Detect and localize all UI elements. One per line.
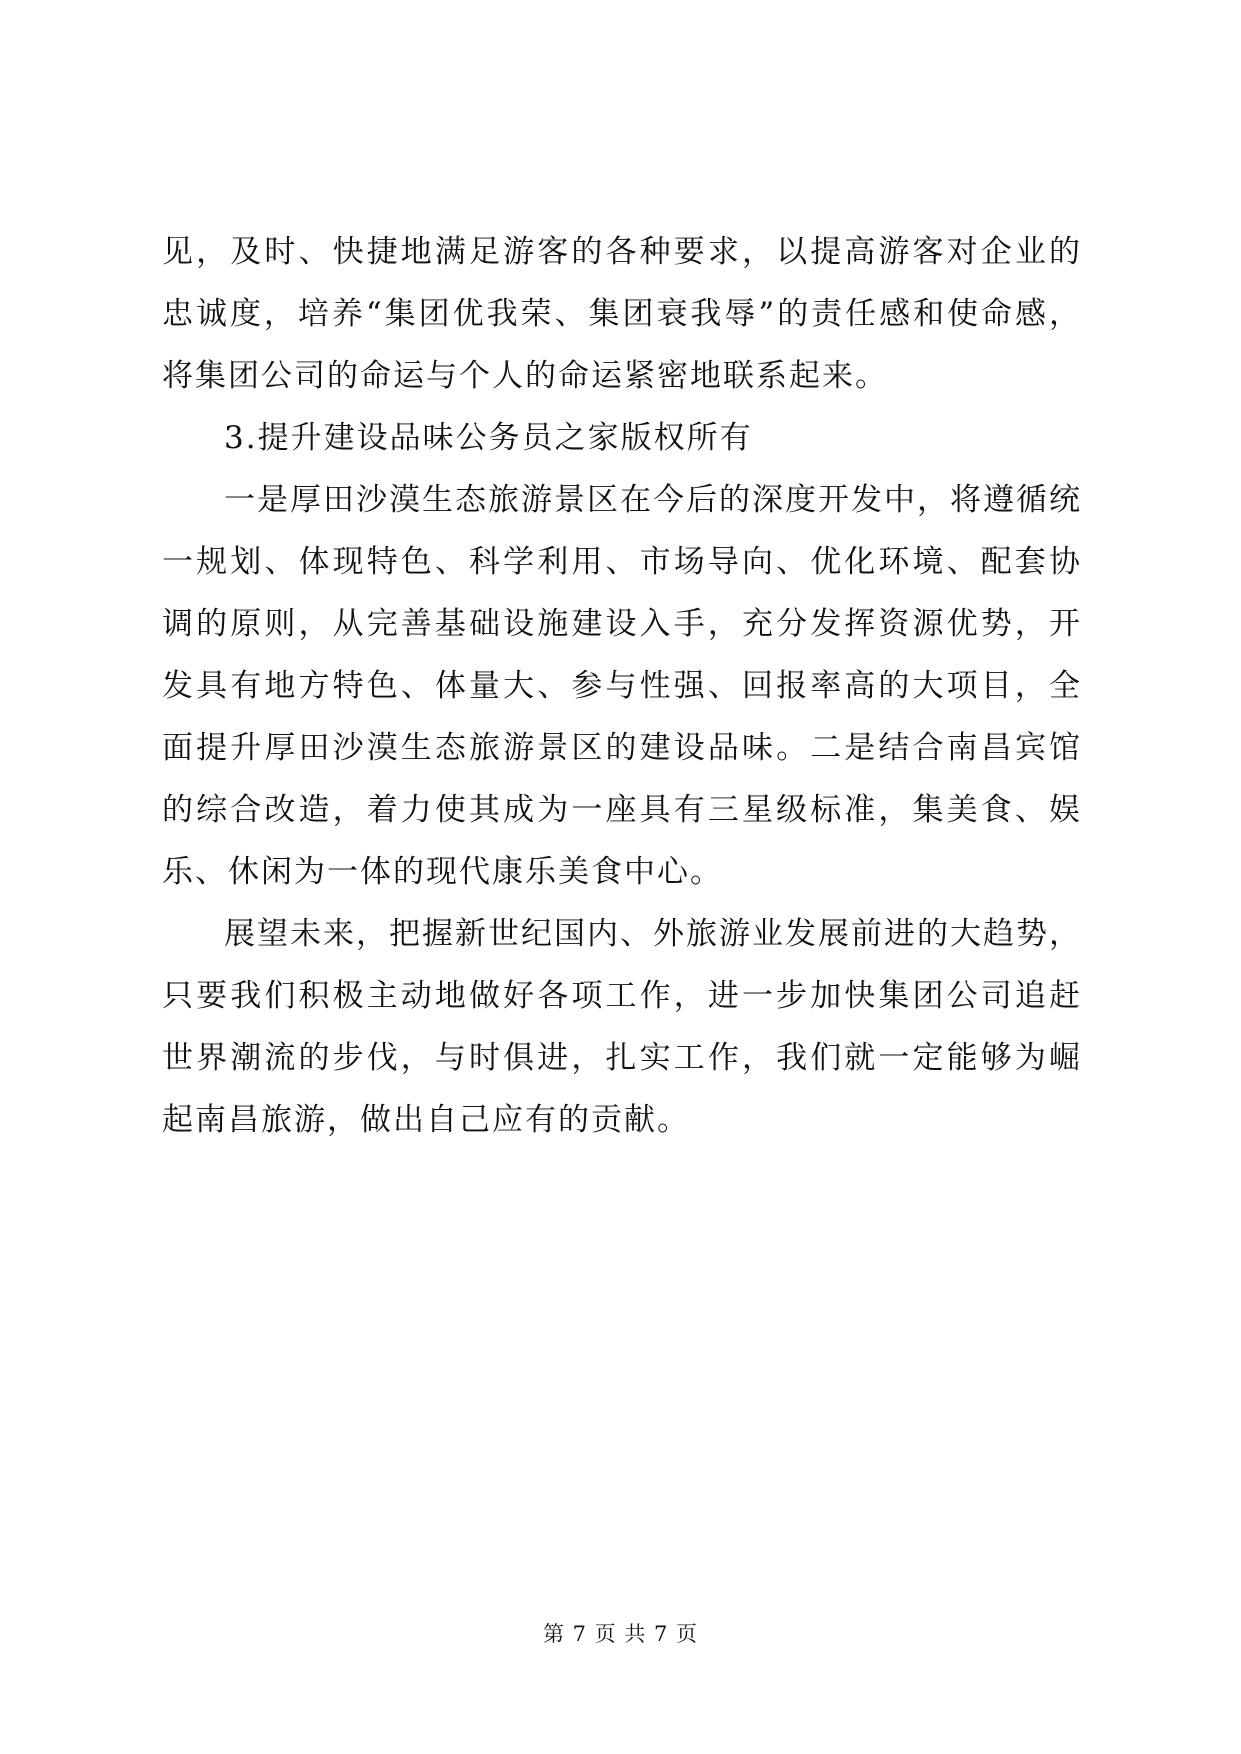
section-heading: 3.提升建设品味公务员之家版权所有 bbox=[224, 420, 753, 456]
document-body bbox=[162, 221, 1082, 1151]
paragraph-continuation: 见，及时、快捷地满足游客的各种要求，以提高游客对企业的忠诚度，培养“集团优我荣、集团衰我辱”的责任感和使命感，将集团公司的命运与个人的命运紧密地联系起来。 bbox=[162, 234, 1082, 394]
page-number-footer: 第 7 页 共 7 页 bbox=[542, 1622, 699, 1646]
paragraph-conclusion: 展望未来，把握新世纪国内、外旅游业发展前进的大趋势，只要我们积极主动地做好各项工作，进一步加快集团公司追赶世界潮流的步伐，与时俱进，扎实工作，我们就一定能够为崛起南昌旅游，做出自己应有的贡献。 bbox=[162, 916, 1082, 1138]
paragraph-body: 一是厚田沙漠生态旅游景区在今后的深度开发中，将遵循统一规划、体现特色、科学利用、市场导向、优化环境、配套协调的原则，从完善基础设施建设入手，充分发挥资源优势，开发具有地方特色、体量大、参与性强、回报率高的大项目，全面提升厚田沙漠生态旅游景区的建设品味。二是结合南昌宾馆的综合改造，着力使其成为一座具有三星级标准，集美食、娱乐、休闲为一体的现代康乐美食中心。 bbox=[162, 482, 1082, 890]
